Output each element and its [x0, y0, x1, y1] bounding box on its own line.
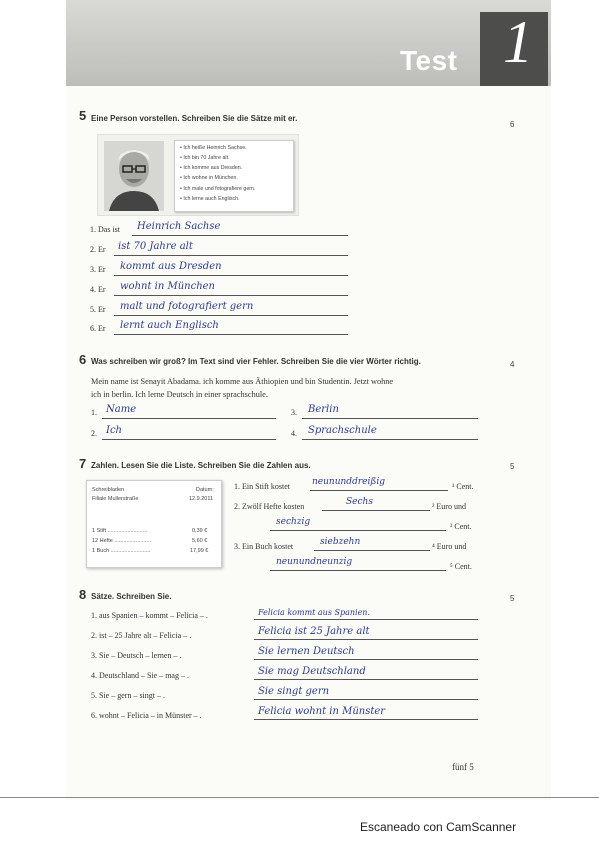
s7-line-3-prompt: 3. Ein Buch kostet [234, 542, 294, 551]
s7-line-2-prompt: 2. Zwölf Hefte kosten [234, 502, 305, 511]
s7-line-1-prompt: 1. Ein Stift kostet [234, 482, 290, 491]
s7-answer-1[interactable]: neununddreißig [312, 477, 385, 487]
s6-item-prefix: 1. [91, 408, 97, 417]
receipt-row-price: 5,60 € [192, 538, 208, 544]
profile-card-line: • Ich lerne auch Englisch. [180, 196, 240, 202]
s7-line-2-suffix: ² Euro und [432, 502, 466, 511]
s6-item-answer[interactable]: Ich [106, 425, 122, 436]
s7-answer-3[interactable]: sechzig [276, 517, 311, 527]
s6-item-answer[interactable]: Name [106, 404, 137, 415]
s5-item-answer[interactable]: malt und fotografiert gern [120, 301, 254, 312]
answer-line [302, 439, 478, 440]
s5-item-prefix: 6. Er [90, 324, 106, 333]
page-edge [0, 797, 599, 798]
s6-text-line: Mein name ist Senayit Abadama. ich komme aus Äthiopien und bin Studentin. Jetzt wohne [91, 377, 394, 386]
answer-line [270, 570, 446, 571]
s8-item-prompt: 1. aus Spanien – kommt – Felicia – . [91, 611, 208, 620]
s5-item-answer[interactable]: Heinrich Sachse [137, 221, 221, 232]
s7-line-3-suffix: ⁴ Euro und [432, 542, 467, 551]
profile-card-line: • Ich bin 70 Jahre alt. [180, 155, 230, 161]
section-6-title: Was schreiben wir groß? Im Text sind vier Fehler. Schreiben Sie die vier Wörter richtig. [91, 357, 421, 366]
s8-item-answer[interactable]: Felicia kommt aus Spanien. [258, 608, 370, 617]
s7-line-3b-suffix: ⁵ Cent. [450, 562, 472, 571]
answer-line [254, 659, 478, 660]
header-banner [66, 0, 551, 86]
receipt [86, 480, 222, 568]
s6-item-prefix: 3. [291, 408, 297, 417]
s6-item-prefix: 2. [91, 429, 97, 438]
answer-line [302, 418, 478, 419]
answer-line [254, 699, 478, 700]
section-6-number: 6 [79, 352, 87, 367]
s8-item-answer[interactable]: Felicia wohnt in Münster [258, 706, 386, 717]
answer-line [254, 679, 478, 680]
section-6-score: 4 [510, 360, 515, 369]
answer-line [114, 334, 348, 335]
section-5-title: Eine Person vorstellen. Schreiben Sie die Sätze mit er. [91, 114, 298, 123]
answer-line [254, 719, 478, 720]
section-8-title: Sätze. Schreiben Sie. [91, 592, 172, 601]
s5-item-answer[interactable]: wohnt in München [120, 281, 215, 292]
receipt-row-item: 1 Buch .......................... [92, 548, 151, 554]
s8-item-prompt: 4. Deutschland – Sie – mag – . [91, 671, 189, 680]
s8-item-prompt: 6. wohnt – Felicia – in Münster – . [91, 711, 202, 720]
s5-item-prefix: 1. Das ist [90, 225, 120, 234]
answer-line [254, 619, 478, 620]
answer-line [322, 510, 430, 511]
s7-line-2b-suffix: ³ Cent. [450, 522, 472, 531]
receipt-row-price: 0,39 € [192, 528, 208, 534]
section-8-number: 8 [79, 587, 87, 602]
section-7-number: 7 [79, 456, 87, 471]
man-portrait-image [104, 141, 164, 211]
s7-answer-5[interactable]: neunundneunzig [276, 557, 353, 567]
s5-item-answer[interactable]: kommt aus Dresden [120, 261, 222, 272]
answer-line [102, 418, 276, 419]
section-7-title: Zahlen. Lesen Sie die Liste. Schreiben Sie die Zahlen aus. [91, 461, 311, 470]
s8-item-prompt: 3. Sie – Deutsch – lernen – . [91, 651, 182, 660]
s5-item-answer[interactable]: ist 70 Jahre alt [118, 241, 193, 252]
receipt-row-price: 17,99 € [190, 548, 209, 554]
s5-item-answer[interactable]: lernt auch Englisch [120, 320, 219, 331]
s7-line-1-suffix: ¹ Cent. [452, 482, 474, 491]
s8-item-answer[interactable]: Sie singt gern [258, 686, 330, 697]
s5-item-prefix: 4. Er [90, 285, 106, 294]
scanner-watermark: Escaneado con CamScanner [360, 820, 517, 834]
answer-line [114, 275, 348, 276]
s8-item-prompt: 2. ist – 25 Jahre alt – Felicia – . [91, 631, 192, 640]
receipt-row-item: 1 Stift .......................... [92, 528, 148, 534]
s8-item-answer[interactable]: Felicia ist 25 Jahre alt [258, 626, 370, 637]
answer-line [310, 490, 448, 491]
test-title: Test [400, 45, 458, 76]
s7-answer-4[interactable]: siebzehn [320, 537, 361, 547]
s5-item-prefix: 2. Er [90, 245, 106, 254]
s8-item-prompt: 5. Sie – gern – singt – . [91, 691, 165, 700]
profile-card-line: • Ich heiße Heinrich Sachse. [180, 145, 247, 151]
profile-card-line: • Ich komme aus Dresden. [180, 165, 243, 171]
s7-answer-2[interactable]: Sechs [346, 497, 373, 507]
answer-line [114, 295, 348, 296]
answer-line [270, 530, 446, 531]
test-number: 1 [503, 9, 533, 75]
s6-item-prefix: 4. [291, 429, 297, 438]
receipt-shop: Schreibladen [92, 487, 125, 493]
answer-line [314, 550, 430, 551]
s6-item-answer[interactable]: Sprachschule [308, 425, 377, 436]
section-7-score: 5 [510, 462, 515, 471]
receipt-date: 12.9.2011 [189, 496, 214, 502]
profile-card-line: • Ich male und fotografiere gern. [180, 186, 256, 192]
answer-line [132, 235, 348, 236]
answer-line [114, 315, 348, 316]
s6-text-line: ich in berlin. Ich lerne Deutsch in einer sprachschule. [91, 390, 268, 399]
answer-line [254, 639, 478, 640]
section-5-score: 6 [510, 120, 515, 129]
s8-item-answer[interactable]: Sie lernen Deutsch [258, 646, 355, 657]
s5-item-prefix: 5. Er [90, 305, 106, 314]
receipt-date-label: Datum: [196, 487, 214, 493]
profile-card-line: • Ich wohne in München. [180, 175, 238, 181]
page-number: fünf 5 [452, 762, 474, 772]
receipt-row-item: 12 Hefte ........................ [92, 538, 151, 544]
answer-line [102, 439, 276, 440]
receipt-branch: Filiale Mullerstraße [92, 496, 139, 502]
s6-item-answer[interactable]: Berlin [308, 404, 339, 415]
s5-item-prefix: 3. Er [90, 265, 106, 274]
answer-line [114, 255, 348, 256]
section-8-score: 5 [510, 594, 515, 603]
s8-item-answer[interactable]: Sie mag Deutschland [258, 666, 366, 677]
section-5-number: 5 [79, 108, 87, 123]
